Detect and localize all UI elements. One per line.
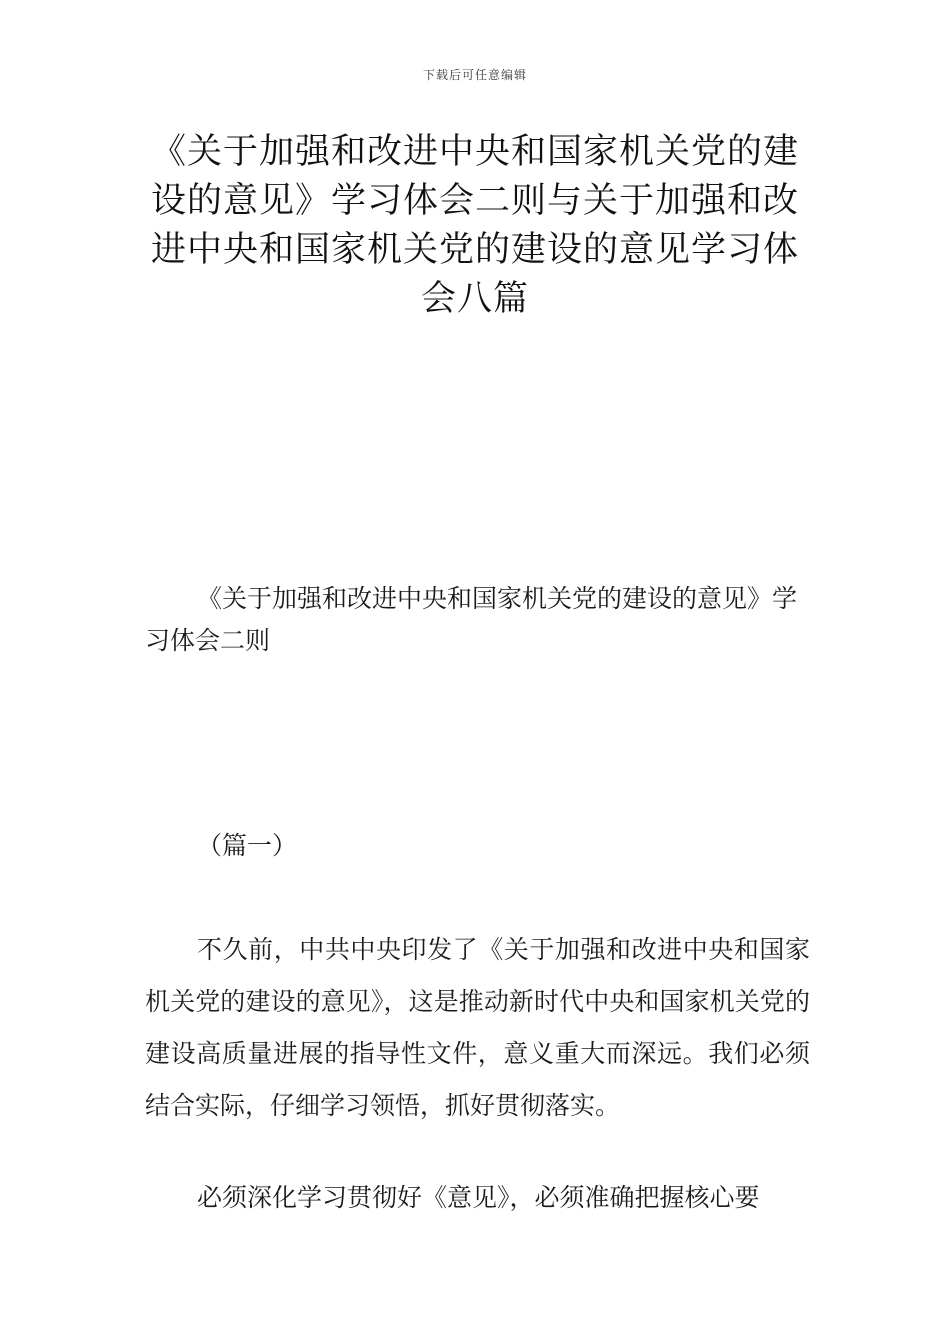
paragraph-1: 不久前，中共中央印发了《关于加强和改进中央和国家机关党的建设的意见》，这是推动新时代中央和国家机关党的建设高质量进展的指导性文件，意义重大而深远。我们必须结合实际，仔细学习领悟，抓好贯彻落实。 — [145, 935, 810, 1120]
header-note: 下载后可任意编辑 — [422, 68, 527, 82]
section-label: （篇一） — [197, 831, 298, 860]
document-subtitle: 《关于加强和改进中央和国家机关党的建设的意见》学习体会二则 — [145, 584, 798, 655]
document-title: 《关于加强和改进中央和国家机关党的建设的意见》学习体会二则与关于加强和改进中央和国家机关党的建设的意见学习体会八篇 — [150, 132, 799, 319]
paragraph-2: 必须深化学习贯彻好《意见》，必须准确把握核心要 — [197, 1183, 760, 1212]
